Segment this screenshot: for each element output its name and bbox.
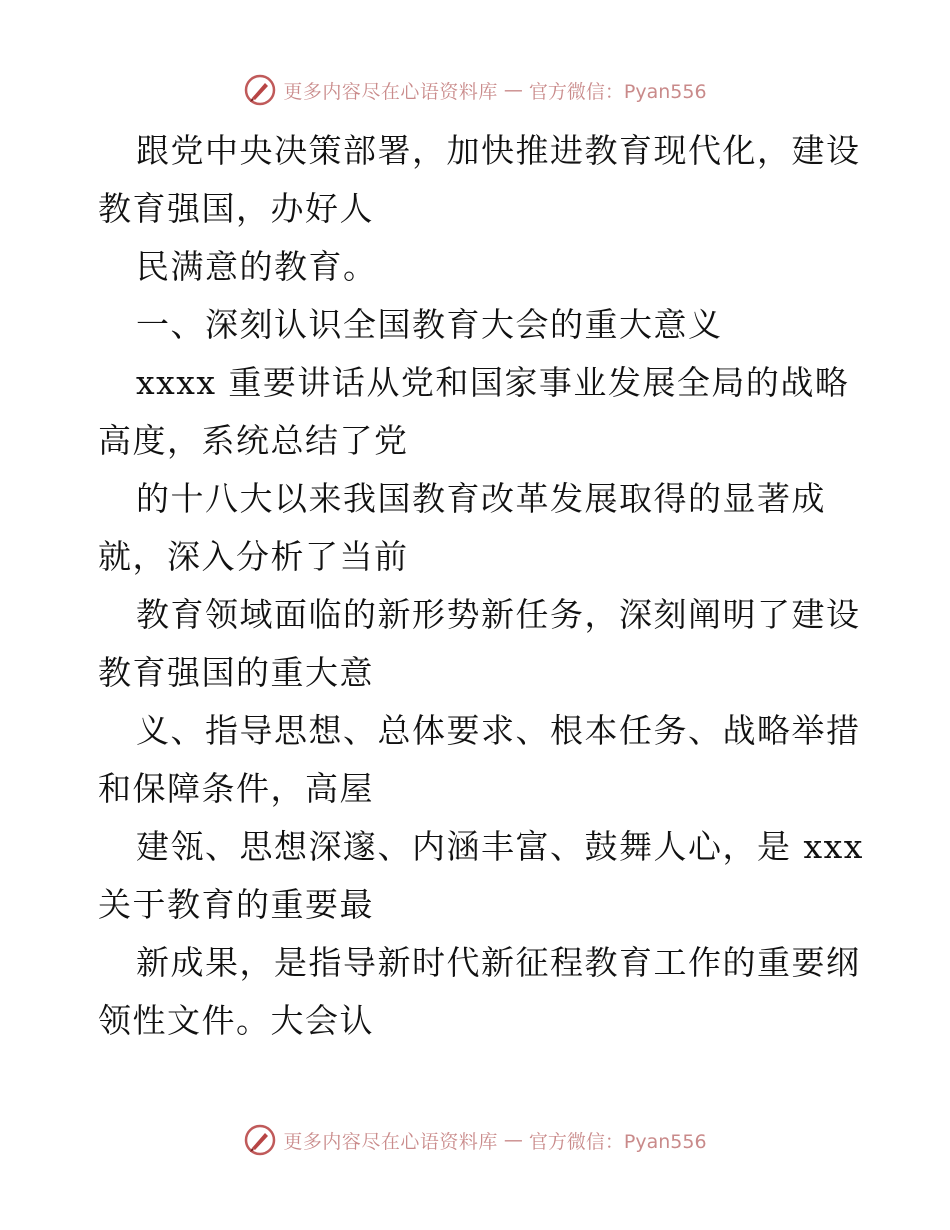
body-line: 关于教育的重要最 [98, 885, 374, 924]
body-line: 民满意的教育。 [136, 247, 378, 286]
body-line: 新成果，是指导新时代新征程教育工作的重要纲 [136, 943, 861, 982]
section-heading: 一、深刻认识全国教育大会的重大意义 [136, 305, 723, 344]
body-line: 领性文件。大会认 [98, 1001, 374, 1040]
body-line: 就，深入分析了当前 [98, 537, 409, 576]
body-line: xxxx 重要讲话从党和国家事业发展全局的战略 [136, 363, 850, 402]
watermark-wechat-text: 官方微信：Pyan556 [528, 1130, 707, 1153]
body-line: 的十八大以来我国教育改革发展取得的显著成 [136, 479, 826, 518]
body-line: 教育领域面临的新形势新任务，深刻阐明了建设 [136, 595, 861, 634]
watermark-site-text: 更多内容尽在心语资料库 [283, 1130, 498, 1153]
quill-pen-logo-icon [243, 1123, 277, 1157]
body-line: 建瓴、思想深邃、内涵丰富、鼓舞人心，是 xxx [136, 827, 864, 866]
body-line: 义、指导思想、总体要求、根本任务、战略举措 [136, 711, 861, 750]
watermark-wechat-text: 官方微信：Pyan556 [528, 80, 707, 103]
document-body [98, 122, 864, 1050]
watermark-separator: — [503, 79, 523, 101]
body-line: 和保障条件，高屋 [98, 769, 374, 808]
body-line: 教育强国的重大意 [98, 653, 374, 692]
watermark-separator: — [503, 1129, 523, 1151]
quill-pen-logo-icon [243, 73, 277, 107]
header-watermark [0, 70, 950, 110]
watermark-site-text: 更多内容尽在心语资料库 [283, 80, 498, 103]
body-line: 教育强国，办好人 [98, 189, 374, 228]
body-line: 高度，系统总结了党 [98, 421, 409, 460]
footer-watermark [0, 1120, 950, 1160]
body-line: 跟党中央决策部署，加快推进教育现代化，建设 [136, 131, 861, 170]
